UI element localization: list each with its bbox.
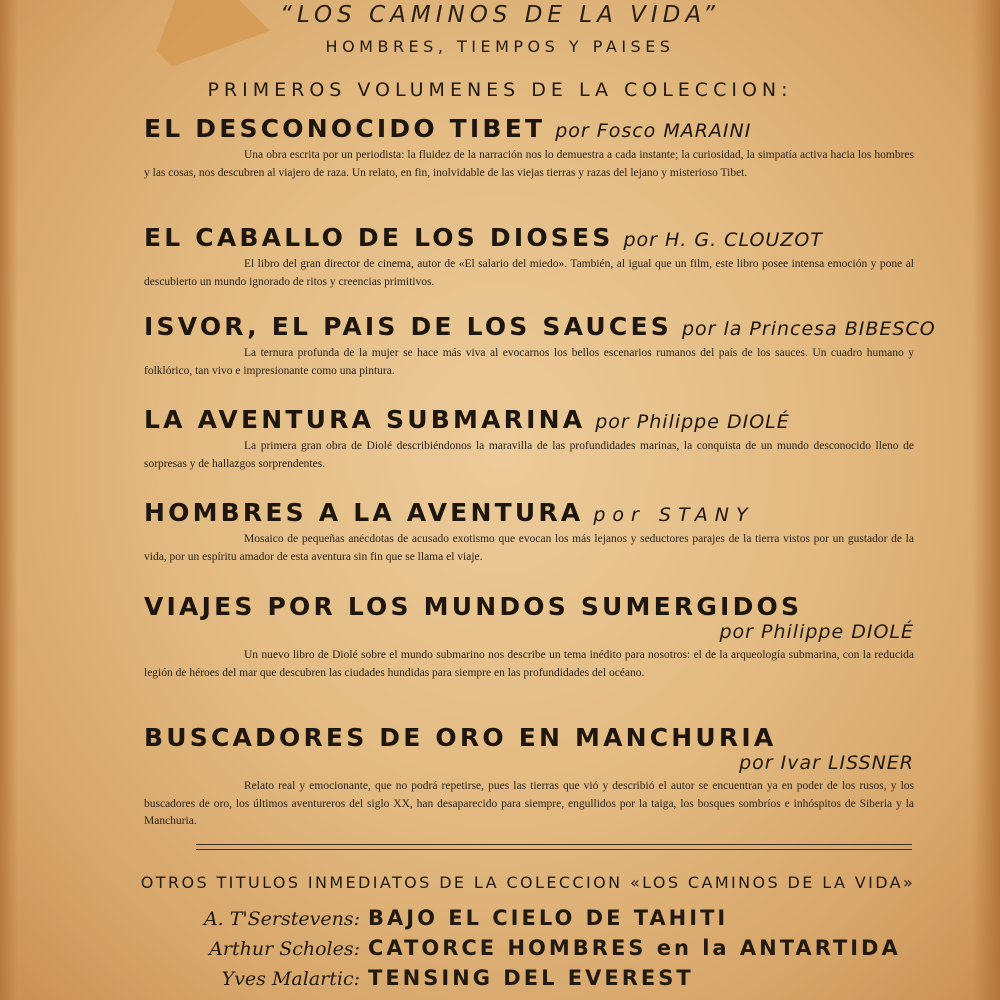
book-title: LA AVENTURA SUBMARINA [144, 405, 586, 434]
book-description: Relato real y emocionante, que no podrá repetirse, pues las tierras que vió y describió el autor se encuentran ya en poder de los rusos, y los buscadores de oro, los últimos aventureros del siglo XX, han desaparecido para siempre, engullidos por la taiga, los bosques sombríos e inhóspitos de Siberia y la Manchuria. [144, 780, 914, 827]
book-title-line [144, 405, 914, 434]
book-entry [144, 223, 914, 291]
book-entry [144, 312, 936, 380]
book-title-line [144, 312, 936, 341]
book-entry [144, 592, 914, 682]
book-title-line [144, 223, 914, 252]
book-title: EL CABALLO DE LOS DIOSES [144, 223, 614, 252]
book-description: La ternura profunda de la mujer se hace más viva al evocarnos los bellos escenarios rumanos del país de los sauces. Un cuadro humano y folklórico, tan vivo e impresionante como una pintura. [144, 347, 914, 377]
book-description: Un nuevo libro de Diolé sobre el mundo submarino nos describe un tema inédito para nosotros: el de la arqueología submarina, con la reducida legión de héroes del mar que descubren las ciudades hundidas para siempre en las profundidades del océano. [144, 649, 914, 679]
book-author: por la Princesa BIBESCO [681, 318, 936, 340]
book-title: ISVOR, EL PAIS DE LOS SAUCES [144, 312, 672, 341]
book-description: Una obra escrita por un periodista: la fluidez de la narración nos lo demuestra a cada instante; la curiosidad, la simpatía activa hacia los hombres y las cosas, nos descubren al viajero de raza. Un relato, en fin, inolvidable de las viejas tierras y razas del lejano y misterioso Tibet. [144, 149, 914, 179]
book-title-line [144, 114, 914, 143]
book-entry [144, 723, 914, 831]
book-description: La primera gran obra de Diolé describiéndonos la maravilla de las profundidades marinas, la conquista de un mundo desconocido lleno de sorpresas y de hallazgos sorprendentes. [144, 440, 914, 470]
book-description: Mosaico de pequeñas anécdotas de acusado exotismo que evocan los más lejanos y seductores parajes de la tierra vistos por un gustador de la vida, por un espíritu amador de esta aventura sin fin que se llama el viaje. [144, 533, 914, 563]
other-title-name: TENSING DEL EVEREST [368, 966, 694, 990]
divider-rule [196, 849, 912, 850]
other-title-name: BAJO EL CIELO DE TAHITI [368, 906, 729, 930]
other-title-name: CATORCE HOMBRES en la ANTARTIDA [368, 936, 901, 960]
book-title: EL DESCONOCIDO TIBET [144, 114, 546, 143]
other-title-author: Arthur Scholes: [209, 938, 360, 960]
other-titles-heading: OTROS TITULOS INMEDIATOS DE LA COLECCION «LOS CAMINOS DE LA VIDA» [140, 873, 916, 892]
book-author: por Ivar LISSNER [739, 752, 914, 774]
paper-edge-left [0, 0, 18, 1000]
series-title: “LOS CAMINOS DE LA VIDA” [280, 2, 720, 28]
other-title-row [190, 936, 950, 964]
book-entry [144, 114, 914, 182]
series-subtitle: HOMBRES, TIEMPOS Y PAISES [325, 37, 675, 56]
other-title-author: Yves Malartic: [221, 968, 360, 990]
book-description: El libro del gran director de cinema, autor de «El salario del miedo». También, al igual que un film, este libro posee intensa emoción y pone al descubierto un mundo ignorado de ritos y creencias primitivos. [144, 258, 914, 288]
other-title-row [190, 906, 950, 934]
first-volumes-heading: PRIMEROS VOLUMENES DE LA COLECCION: [207, 79, 793, 101]
book-author: por Philippe DIOLÉ [719, 621, 914, 643]
book-entry [144, 498, 914, 566]
book-title: BUSCADORES DE ORO EN MANCHURIA [144, 723, 777, 752]
book-title: VIAJES POR LOS MUNDOS SUMERGIDOS [144, 592, 803, 621]
book-author: por H. G. CLOUZOT [623, 229, 823, 251]
book-author: por Fosco MARAINI [555, 120, 752, 142]
other-title-author: A. T'Serstevens: [203, 908, 360, 930]
paper-edge-right [972, 0, 1000, 1000]
book-author: por STANY [593, 504, 755, 526]
book-entry [144, 405, 914, 473]
book-title-line [144, 498, 914, 527]
book-author: por Philippe DIOLÉ [595, 411, 790, 433]
book-title: HOMBRES A LA AVENTURA [144, 498, 584, 527]
other-title-row [190, 966, 950, 994]
divider-rule [196, 844, 912, 845]
